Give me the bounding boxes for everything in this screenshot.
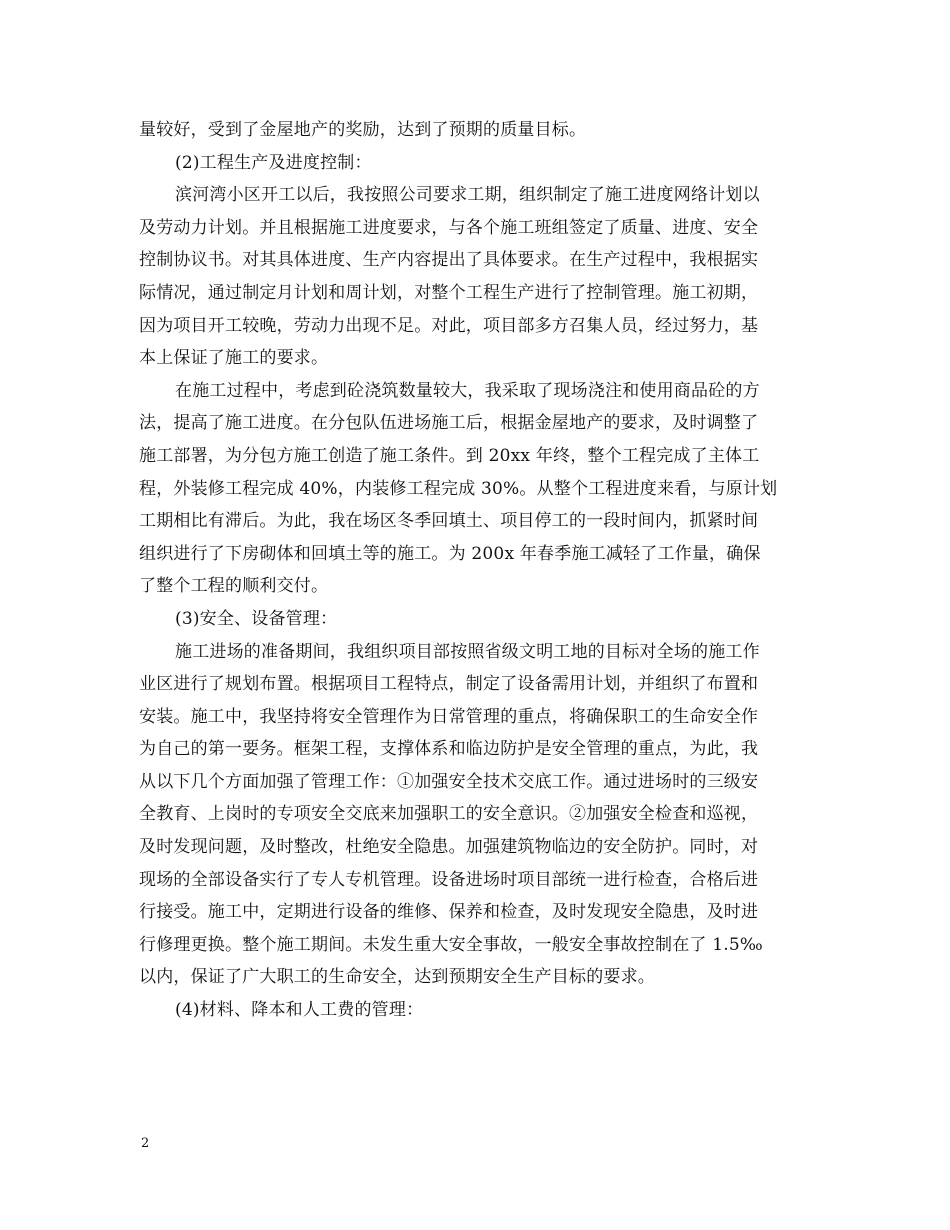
- text-line: 因为项目开工较晚，劳动力出现不足。对此，项目部多方召集人员，经过努力，基: [139, 315, 759, 336]
- text-line: 业区进行了规划布置。根据项目工程特点，制定了设备需用计划，并组织了布置和: [139, 674, 759, 695]
- text-line: 程，外装修工程完成 40%，内装修工程完成 30%。从整个工程进度来看，与原计划: [139, 478, 778, 499]
- text-line: 从以下几个方面加强了管理工作：①加强安全技术交底工作。通过进场时的三级安: [139, 771, 759, 792]
- text-line: 在施工过程中，考虑到砼浇筑数量较大，我采取了现场浇注和使用商品砼的方: [175, 380, 760, 401]
- text-line: 滨河湾小区开工以后，我按照公司要求工期，组织制定了施工进度网络计划以: [175, 185, 760, 206]
- text-line: 及劳动力计划。并且根据施工进度要求，与各个施工班组签定了质量、进度、安全: [139, 217, 759, 238]
- text-line: 现场的全部设备实行了专人专机管理。设备进场时项目部统一进行检查，合格后进: [139, 869, 759, 890]
- text-line: 量较好，受到了金屋地产的奖励，达到了预期的质量目标。: [139, 120, 587, 140]
- text-line: 为自己的第一要务。框架工程，支撑体系和临边防护是安全管理的重点，为此，我: [139, 739, 759, 760]
- text-line: 组织进行了下房砌体和回填土等的施工。为 200x 年春季施工减轻了工作量，确保: [139, 543, 761, 564]
- text-line: 际情况，通过制定月计划和周计划，对整个工程生产进行了控制管理。施工初期，: [139, 282, 759, 303]
- text-line: 以内，保证了广大职工的生命安全，达到预期安全生产目标的要求。: [139, 967, 655, 988]
- text-line: (2)工程生产及进度控制：: [175, 152, 372, 173]
- text-line: 行修理更换。整个施工期间。未发生重大安全事故，一般安全事故控制在了 1.5‰: [139, 934, 763, 955]
- text-line: 及时发现问题，及时整改，杜绝安全隐患。加强建筑物临边的安全防护。同时，对: [139, 837, 759, 858]
- text-line: 行接受。施工中，定期进行设备的维修、保养和检查，及时发现安全隐患，及时进: [139, 902, 759, 923]
- text-line: 施工进场的准备期间，我组织项目部按照省级文明工地的目标对全场的施工作: [175, 641, 760, 662]
- text-line: 安装。施工中，我坚持将安全管理作为日常管理的重点，将确保职工的生命安全作: [139, 706, 759, 727]
- page-number: 2: [141, 1136, 150, 1151]
- text-line: 施工部署，为分包方施工创造了施工条件。到 20xx 年终，整个工程完成了主体工: [139, 445, 760, 466]
- text-line: 控制协议书。对其具体进度、生产内容提出了具体要求。在生产过程中，我根据实: [139, 250, 759, 271]
- text-line: (3)安全、设备管理：: [175, 608, 338, 629]
- text-line: (4)材料、降本和人工费的管理：: [175, 1000, 424, 1021]
- text-line: 工期相比有滞后。为此，我在场区冬季回填土、项目停工的一段时间内，抓紧时间: [139, 511, 759, 532]
- body-text: [139, 114, 815, 1027]
- text-line: 法，提高了施工进度。在分包队伍进场施工后，根据金屋地产的要求，及时调整了: [139, 413, 759, 434]
- text-line: 全教育、上岗时的专项安全交底来加强职工的安全意识。②加强安全检查和巡视，: [139, 804, 759, 825]
- text-line: 了整个工程的顺利交付。: [139, 576, 329, 597]
- text-line: 本上保证了施工的要求。: [139, 348, 329, 369]
